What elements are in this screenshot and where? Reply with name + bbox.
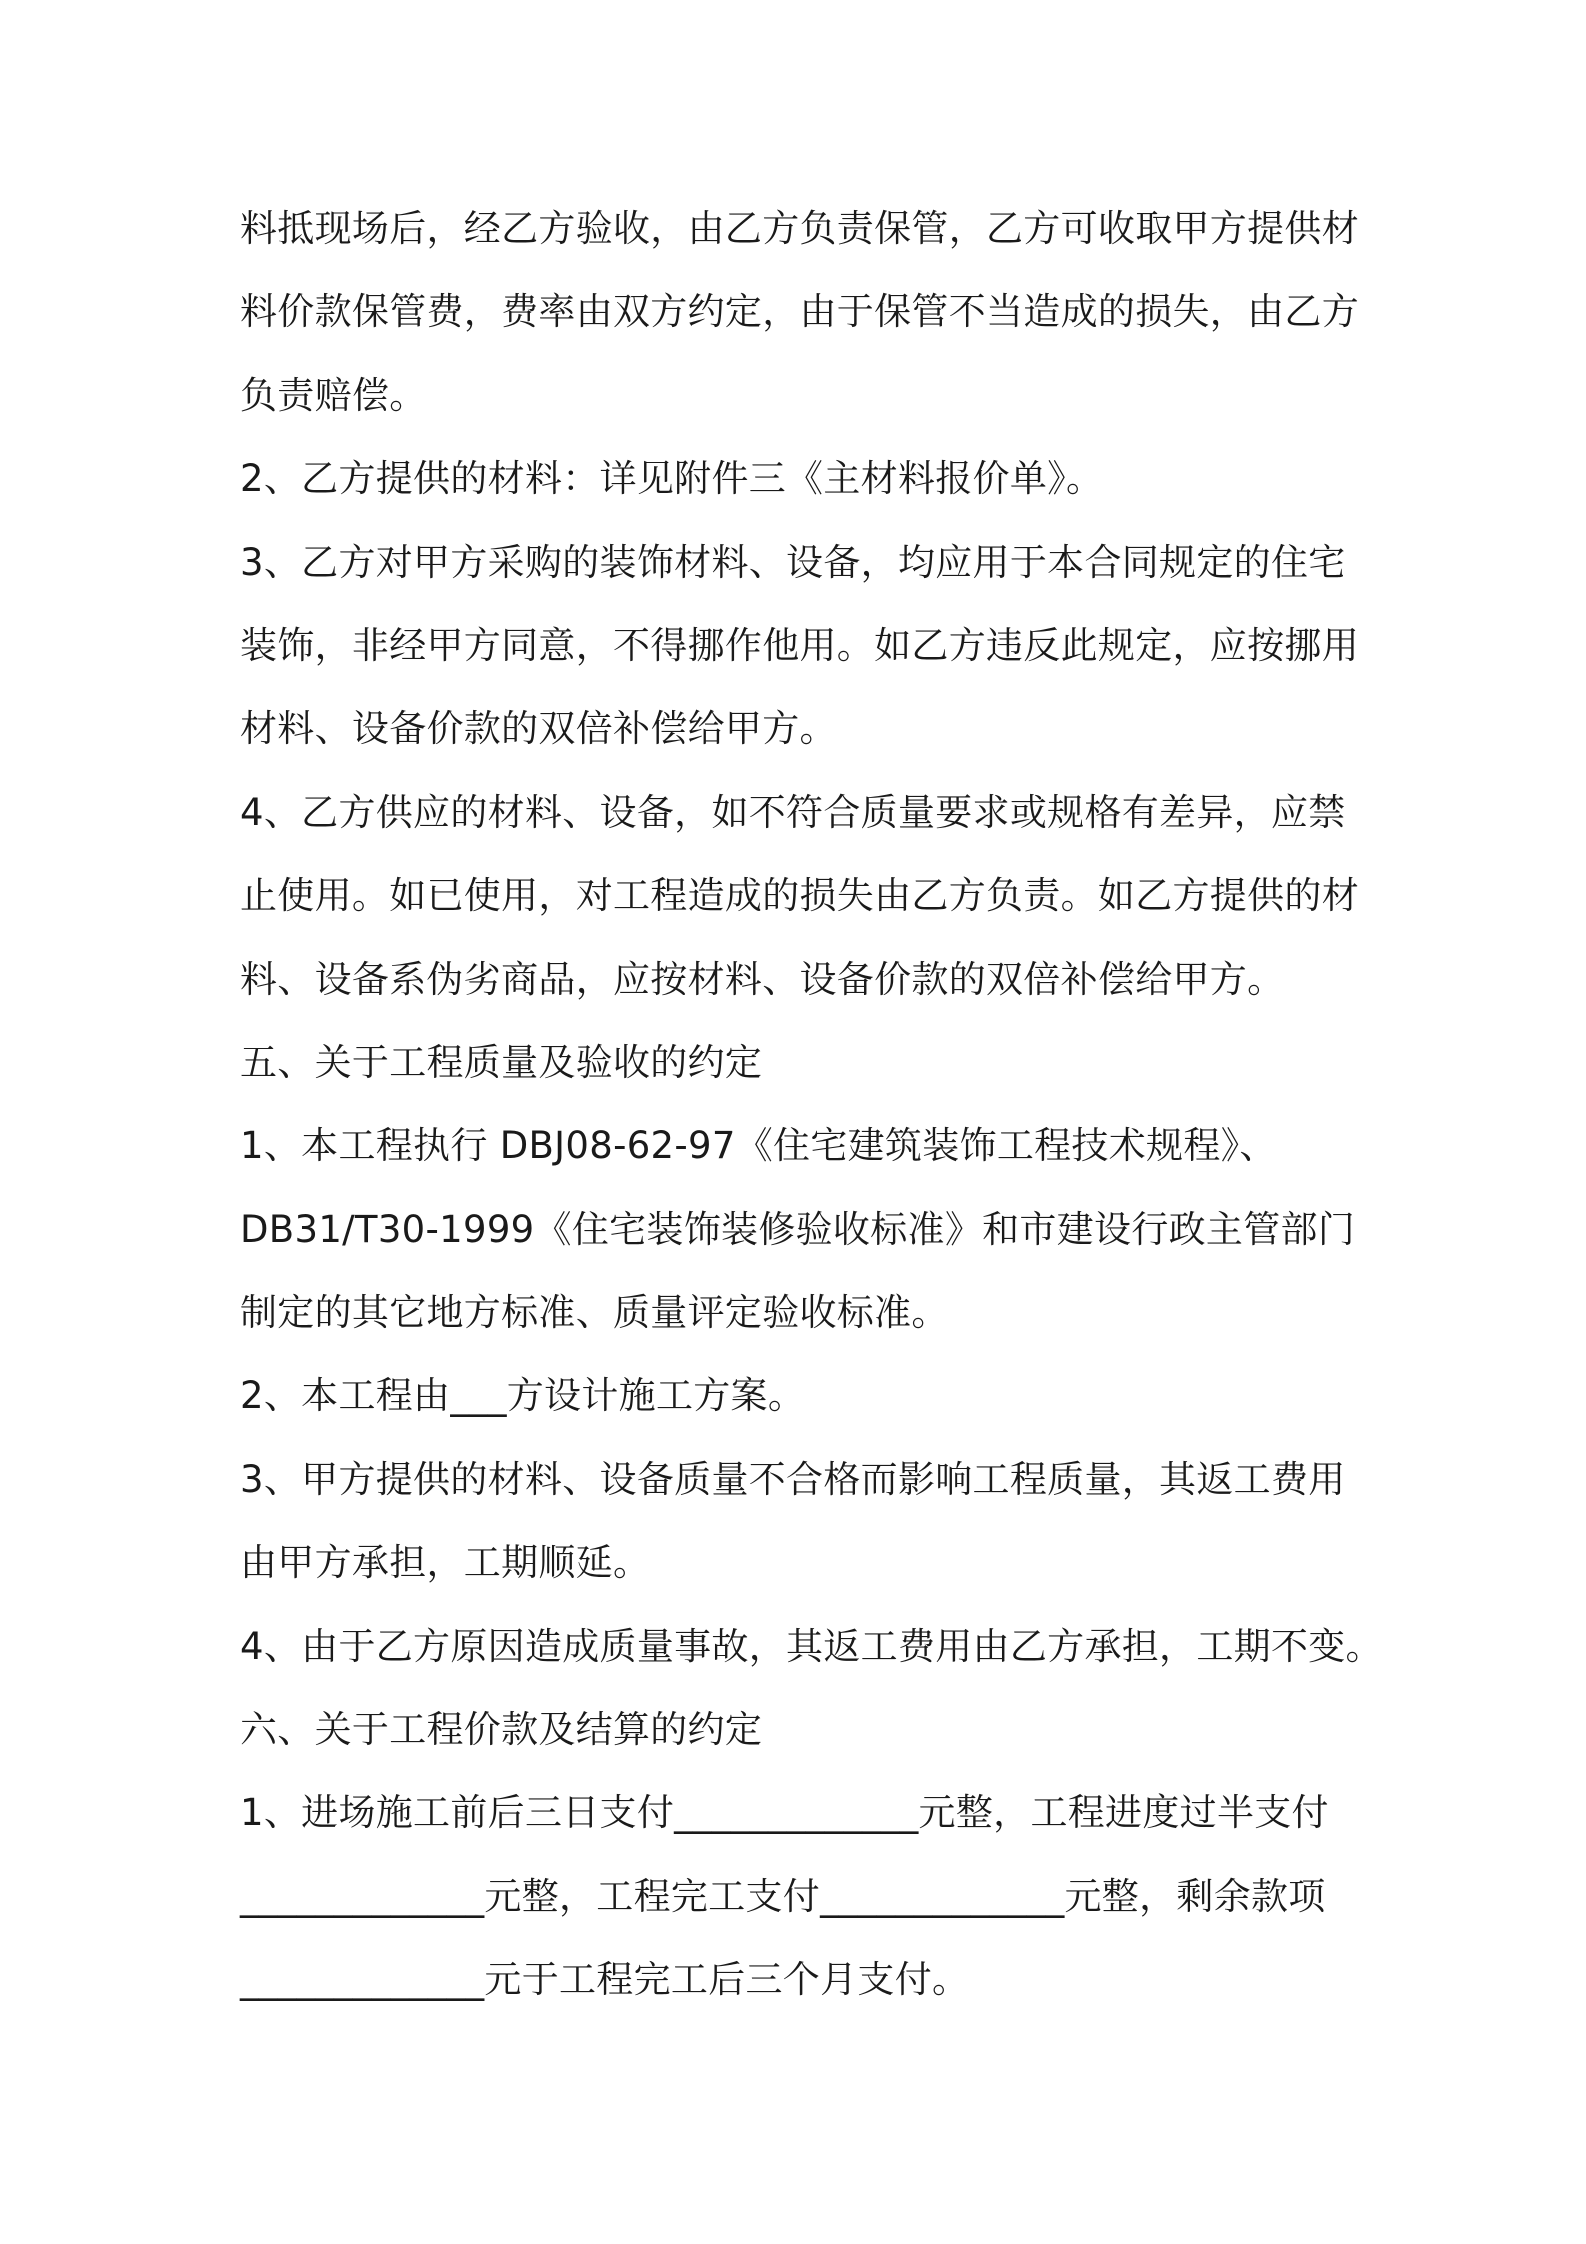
body-text-line: 料、设备系伪劣商品，应按材料、设备价款的双倍补偿给甲方。	[240, 957, 1285, 1001]
section-heading: 六、关于工程价款及结算的约定	[240, 1708, 763, 1752]
body-text-line: 由甲方承担，工期顺延。	[240, 1541, 651, 1585]
body-text-line: 制定的其它地方标准、质量评定验收标准。	[240, 1291, 949, 1335]
body-text-line: 装饰，非经甲方同意，不得挪作他用。如乙方违反此规定，应按挪用	[240, 623, 1359, 667]
clause-item: 3、甲方提供的材料、设备质量不合格而影响工程质量，其返工费用	[240, 1457, 1346, 1501]
clause-item: 4、由于乙方原因造成质量事故，其返工费用由乙方承担，工期不变。	[240, 1624, 1383, 1668]
clause-item: 4、乙方供应的材料、设备，如不符合质量要求或规格有差异，应禁	[240, 790, 1346, 834]
document-body	[240, 198, 1383, 2033]
body-text-line: 料抵现场后，经乙方验收，由乙方负责保管，乙方可收取甲方提供材	[240, 207, 1359, 250]
body-text-line: _____________元于工程完工后三个月支付。	[240, 1958, 970, 2002]
clause-item: 2、乙方提供的材料：详见附件三《主材料报价单》。	[240, 457, 1104, 501]
body-text-line: 负责赔偿。	[240, 373, 427, 417]
clause-item: 3、乙方对甲方采购的装饰材料、设备，均应用于本合同规定的住宅	[240, 540, 1346, 584]
body-text-line: 材料、设备价款的双倍补偿给甲方。	[240, 707, 837, 751]
section-heading: 五、关于工程质量及验收的约定	[240, 1040, 763, 1084]
clause-item: 1、进场施工前后三日支付_____________元整，工程进度过半支付	[240, 1791, 1329, 1835]
body-text-line: _____________元整，工程完工支付_____________元整，剩余款项	[240, 1874, 1326, 1918]
body-text-line: 料价款保管费，费率由双方约定，由于保管不当造成的损失，由乙方	[240, 290, 1359, 334]
clause-item: 1、本工程执行 DBJ08-62-97《住宅建筑装饰工程技术规程》、	[240, 1124, 1277, 1168]
body-text-line: DB31/T30-1999《住宅装饰装修验收标准》和市建设行政主管部门	[240, 1207, 1356, 1251]
body-text-line: 止使用。如已使用，对工程造成的损失由乙方负责。如乙方提供的材	[240, 874, 1359, 918]
clause-item: 2、本工程由___方设计施工方案。	[240, 1374, 806, 1418]
